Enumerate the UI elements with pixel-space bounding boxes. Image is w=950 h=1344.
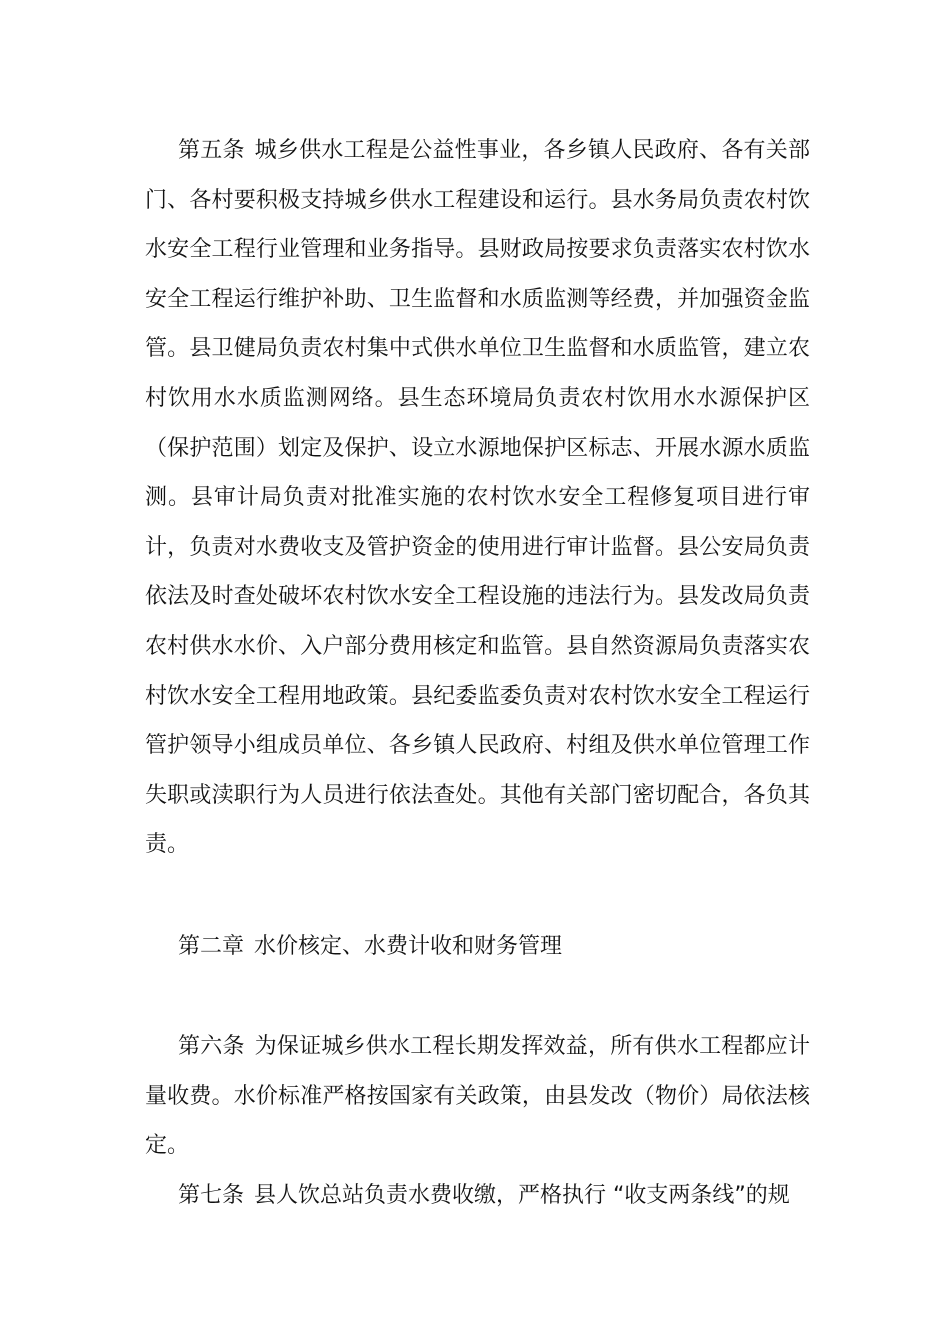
chapter-2-heading [178,922,562,972]
chapter-2-title: 水价核定、水费计收和财务管理 [254,934,563,959]
article-6-paragraph [145,1022,810,1171]
article-7-paragraph [145,1171,810,1221]
article-6-number: 第六条 [178,1034,245,1059]
article-5-text: 城乡供水工程是公益性事业，各乡镇人民政府、各有关部门、各村要积极支持城乡供水工程建设和运行。县水务局负责农村饮水安全工程行业管理和业务指导。县财政局按要求负责落实农村饮水安全工程运行维护补助、卫生监督和水质监测等经费，并加强资金监管。县卫健局负责农村集中式供水单位卫生监督和水质监管，建立农村饮用水水质监测网络。县生态环境局负责农村饮用水水源保护区（保护范围）划定及保护、设立水源地保护区标志、开展水源水质监测。县审计局负责对批准实施的农村饮水安全工程修复项目进行审计，负责对水费收支及管护资金的使用进行审计监督。县公安局负责依法及时查处破坏农村饮水安全工程设施的违法行为。县发改局负责农村供水水价、入户部分费用核定和监管。县自然资源局负责落实农村饮水安全工程用地政策。县纪委监委负责对农村饮水安全工程运行管护领导小组成员单位、各乡镇人民政府、村组及供水单位管理工作失职或渎职行为人员进行依法查处。其他有关部门密切配合，各负其责。 [145,138,810,858]
article-5-number: 第五条 [178,138,245,163]
chapter-2-number: 第二章 [178,934,245,959]
article-7-text: 县人饮总站负责水费收缴，严格执行 “收支两条线”的规 [254,1183,790,1208]
article-5-paragraph [145,126,810,870]
article-7-number: 第七条 [178,1183,245,1208]
article-6-text: 为保证城乡供水工程长期发挥效益，所有供水工程都应计量收费。水价标准严格按国家有关政策，由县发改（物价）局依法核定。 [145,1034,810,1159]
